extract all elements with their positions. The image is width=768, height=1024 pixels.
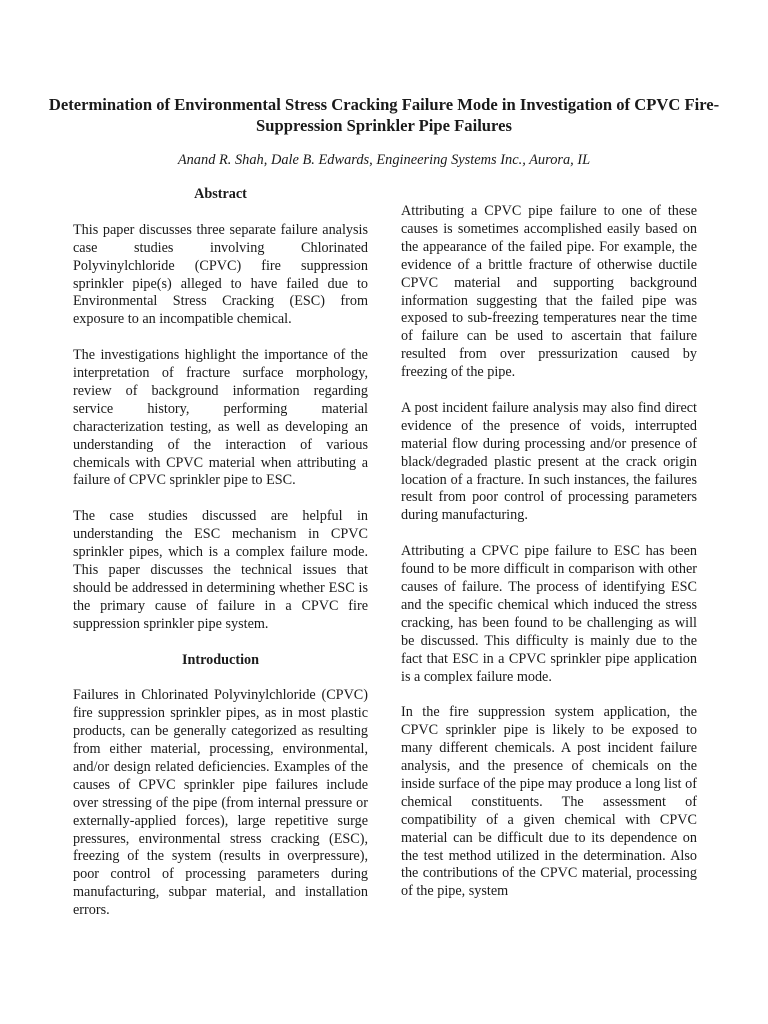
abstract-paragraph-2: The investigations highlight the importance of the interpretation of fracture surface morphology, review of background information regarding service history, performing material characterization testing, as well as developing an understanding of the interaction of various chemicals with CPVC material when attributing a failure of CPVC sprinkler pipe to ESC. — [73, 347, 368, 489]
right-column — [401, 203, 697, 919]
right-paragraph-1: Attributing a CPVC pipe failure to one of these causes is sometimes accomplished easily based on the appearance of the failed pipe. For example, the evidence of a brittle fracture of otherwise ductile CPVC material and supporting background information suggesting that the failed pipe was exposed to sub-freezing temperatures near the time of failure can be used to ascertain that failure resulted from over pressurization caused by freezing of the pipe. — [401, 203, 697, 381]
abstract-paragraph-1: This paper discusses three separate failure analysis case studies involving Chlorinated Polyvinylchloride (CPVC) fire suppression sprinkler pipe(s) alleged to have failed due to Environmental Stress Cracking (ESC) from exposure to an incompatible chemical. — [73, 221, 368, 328]
introduction-paragraph-1: Failures in Chlorinated Polyvinylchloride (CPVC) fire suppression sprinkler pipes, as in most plastic products, can be generally categorized as resulting from either material, processing, environmental, and/or design related deficiencies. Examples of the causes of CPVC sprinkler pipe failures include over stressing of the pipe (from internal pressure or externally-applied forces), large repetitive surge pressures, environmental stress cracking (ESC), freezing of the system (results in overpressure), poor control of processing parameters during manufacturing, subpar material, and installation errors. — [73, 687, 368, 919]
abstract-heading: Abstract — [194, 186, 247, 202]
right-paragraph-3: Attributing a CPVC pipe failure to ESC has been found to be more difficult in comparison with other causes of failure. The process of identifying ESC and the specific chemical which induced the stress cracking, has been found to be challenging as will be discussed. This difficulty is mainly due to the fact that ESC in a CPVC sprinkler pipe application is a complex failure mode. — [401, 543, 697, 685]
left-column — [73, 186, 368, 938]
right-paragraph-4: In the fire suppression system application, the CPVC sprinkler pipe is likely to be exposed to many different chemicals. A post incident failure analysis, and the presence of chemicals on the inside surface of the pipe may produce a long list of chemical constituents. The assessment of compatibility of a given chemical with CPVC material can be difficult due to its dependence on the test method utilized in the determination. Also the contributions of the CPVC material, processing of the pipe, system — [401, 704, 697, 900]
paper-title: Determination of Environmental Stress Cracking Failure Mode in Investigation of CPVC Fire-Suppression Sprinkler Pipe Failures — [48, 95, 720, 135]
abstract-paragraph-3: The case studies discussed are helpful in understanding the ESC mechanism in CPVC sprinkler pipes, which is a complex failure mode. This paper discusses the technical issues that should be addressed in determining whether ESC is the primary cause of failure in a CPVC fire suppression sprinkler pipe system. — [73, 508, 368, 632]
right-paragraph-2: A post incident failure analysis may also find direct evidence of the presence of voids, interrupted material flow during processing and/or presence of black/degraded plastic present at the crack origin location of a fracture. In such instances, the failures result from poor control of processing parameters during manufacturing. — [401, 399, 697, 524]
paper-authors: Anand R. Shah, Dale B. Edwards, Engineering Systems Inc., Aurora, IL — [177, 152, 591, 168]
introduction-heading: Introduction — [182, 651, 259, 668]
